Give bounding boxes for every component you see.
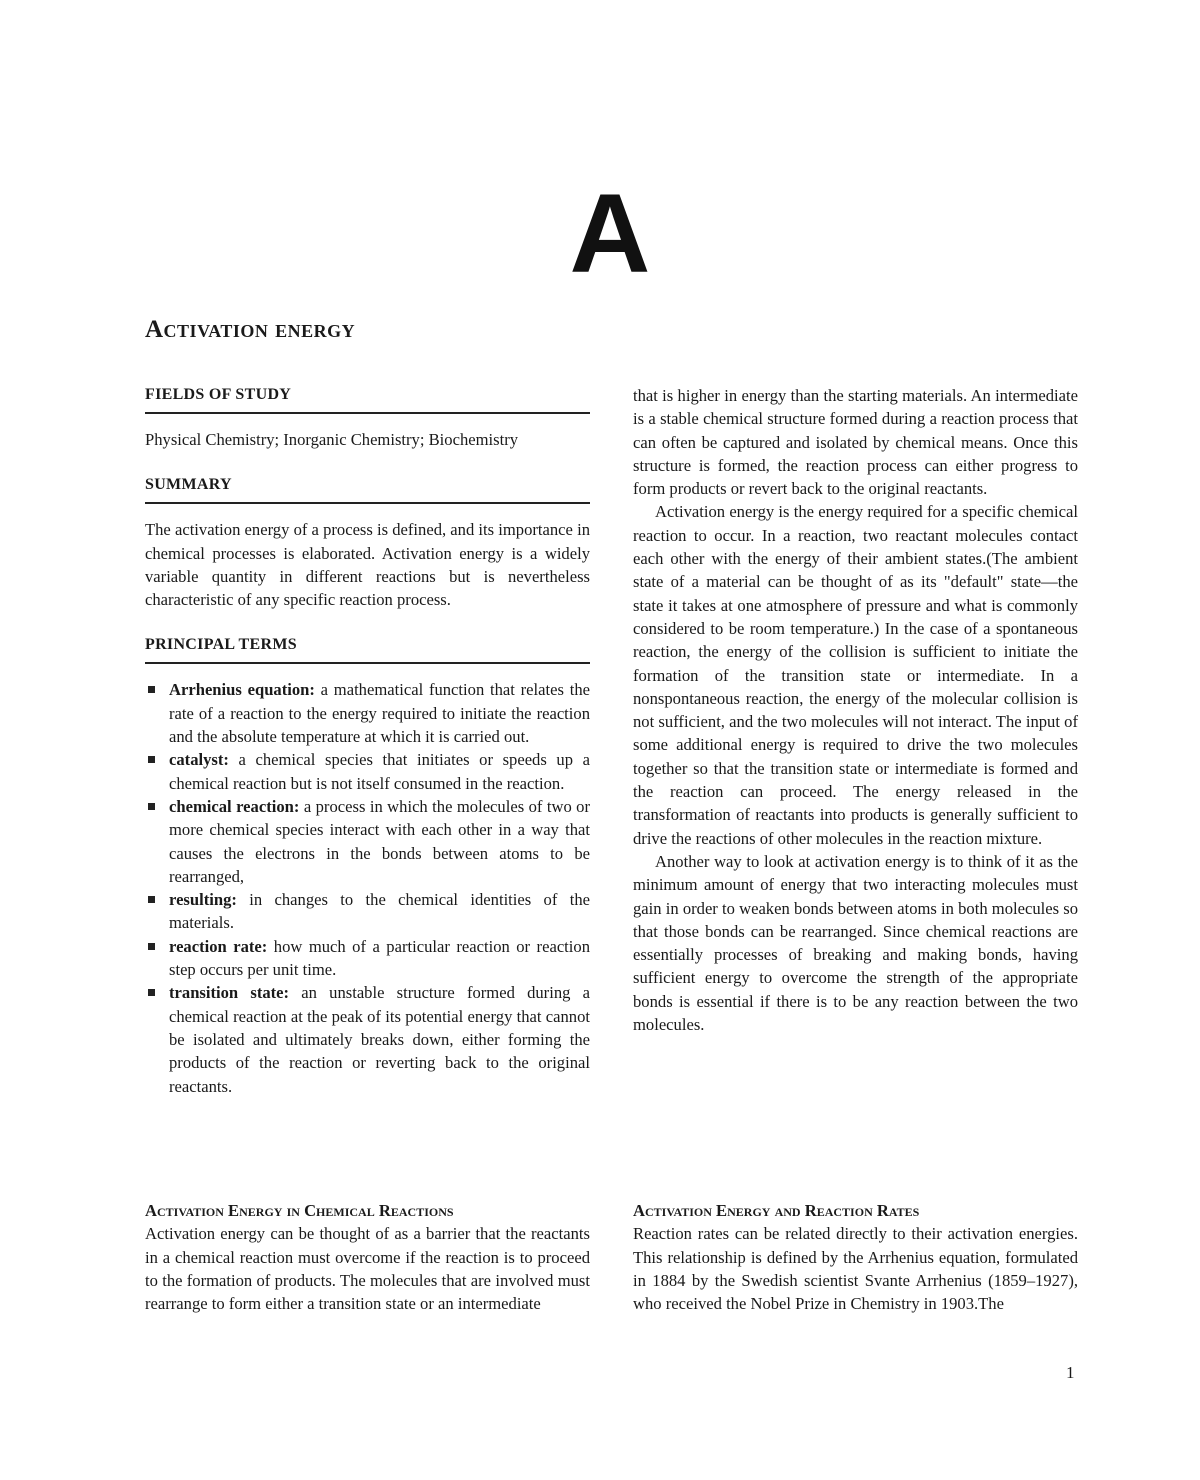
summary-text: The activation energy of a process is defined, and its importance in chemical processes is elaborated. Activation energy is a widely variable quantity in different reactions but is nevertheless characteristic of any specific reaction process. bbox=[145, 520, 590, 610]
term: Arrhenius equation: bbox=[169, 680, 315, 700]
body-paragraph: Activation energy is the energy required for a specific chemical reaction to occur. In a reaction, two reactant molecules contact each other with the energy of their ambient states.(The ambient state of a material can be thought of as its "default" state—the state it takes at one atmosphere of pressure and what is commonly considered to be room temperature.) In the case of a spontaneous reaction, the energy of the collision is sufficient to initiate the formation of the transition state or intermediate. In a nonspontaneous reaction, the energy of the molecular collision is not sufficient, and the two molecules will not interact. The input of some additional energy is required to drive the two molecules together so that the transition state or intermediate is formed and the reaction can proceed. The energy released in the transformation of reactants into products is generally sufficient to drive the reactions of other molecules in the reaction mixture. bbox=[633, 502, 1078, 848]
divider bbox=[145, 412, 590, 414]
term-item bbox=[145, 795, 590, 888]
term-definition: a mathematical function that relates the rate of a reaction to the energy required to initiate the reaction and the absolute temperature at which it is carried out. bbox=[169, 680, 590, 747]
term: reaction rate: bbox=[169, 936, 268, 956]
right-column-section bbox=[633, 1199, 1078, 1315]
principal-terms-list bbox=[145, 678, 590, 1097]
right-column bbox=[633, 384, 1078, 1036]
divider bbox=[145, 662, 590, 664]
term-item bbox=[145, 935, 590, 982]
bullet-icon bbox=[148, 686, 155, 693]
term-definition: in changes to the chemical identities of the materials. bbox=[169, 890, 590, 933]
divider bbox=[145, 502, 590, 504]
term-item bbox=[145, 981, 590, 1097]
page-number: 1 bbox=[1066, 1363, 1075, 1382]
section-heading: Activation Energy in Chemical Reactions bbox=[145, 1201, 454, 1220]
article-title: Activation energy bbox=[145, 316, 356, 343]
body-paragraph: Reaction rates can be related directly to their activation energies. This relationship is defined by the Arrhenius equation, formulated in 1884 by the Swedish scientist Svante Arrhenius (1859–1927), who received the Nobel Prize in Chemistry in 1903.The bbox=[633, 1224, 1078, 1314]
chapter-letter: A bbox=[569, 171, 651, 296]
term: chemical reaction: bbox=[169, 796, 300, 816]
term-item bbox=[145, 748, 590, 795]
fields-of-study-text: Physical Chemistry; Inorganic Chemistry; Biochemistry bbox=[145, 430, 519, 449]
bullet-icon bbox=[148, 943, 155, 950]
left-column-section bbox=[145, 1199, 590, 1315]
term-definition: an unstable structure formed during a chemical reaction at the peak of its potential energy that cannot be isolated and ultimately breaks down, either forming the products of the reaction or reverting back to the original reactants. bbox=[169, 983, 590, 1096]
bullet-icon bbox=[148, 896, 155, 903]
term-item bbox=[145, 888, 590, 935]
summary-heading: SUMMARY bbox=[145, 476, 232, 494]
term: resulting: bbox=[169, 890, 237, 910]
body-paragraph: that is higher in energy than the starting materials. An intermediate is a stable chemical structure formed during a reaction process that can often be captured and isolated by chemical means. Once this structure is formed, the reaction process can either progress to form products or revert back to the original reactants. bbox=[633, 386, 1078, 499]
body-paragraph: Activation energy can be thought of as a barrier that the reactants in a chemical reaction must overcome if the reaction is to proceed to the formation of products. The molecules that are involved must rearrange to form either a transition state or an intermediate bbox=[145, 1224, 590, 1314]
bullet-icon bbox=[148, 989, 155, 996]
fields-of-study-heading: FIELDS OF STUDY bbox=[145, 386, 292, 403]
term: transition state: bbox=[169, 983, 290, 1003]
bullet-icon bbox=[148, 803, 155, 810]
term-item bbox=[145, 678, 590, 748]
term-definition: a process in which the molecules of two or more chemical species interact with each other in a way that causes the electrons in the bonds between atoms to be rearranged, bbox=[169, 796, 591, 886]
section-heading: Activation Energy and Reaction Rates bbox=[633, 1201, 920, 1220]
term: catalyst: bbox=[169, 750, 229, 770]
body-paragraph: Another way to look at activation energy is to think of it as the minimum amount of energy that two interacting molecules must gain in order to weaken bonds between atoms in both molecules so that those bonds can be rearranged. Since chemical reactions are essentially processes of breaking and making bonds, having sufficient energy to overcome the strength of the appropriate bonds is essential if there is to be any reaction between the two molecules. bbox=[633, 851, 1078, 1035]
term-definition: how much of a particular reaction or reaction step occurs per unit time. bbox=[169, 936, 590, 980]
term-definition: a chemical species that initiates or speeds up a chemical reaction but is not itself consumed in the reaction. bbox=[169, 750, 590, 793]
principal-terms-heading: PRINCIPAL TERMS bbox=[145, 636, 297, 654]
bullet-icon bbox=[148, 756, 155, 763]
left-column bbox=[145, 383, 590, 1098]
